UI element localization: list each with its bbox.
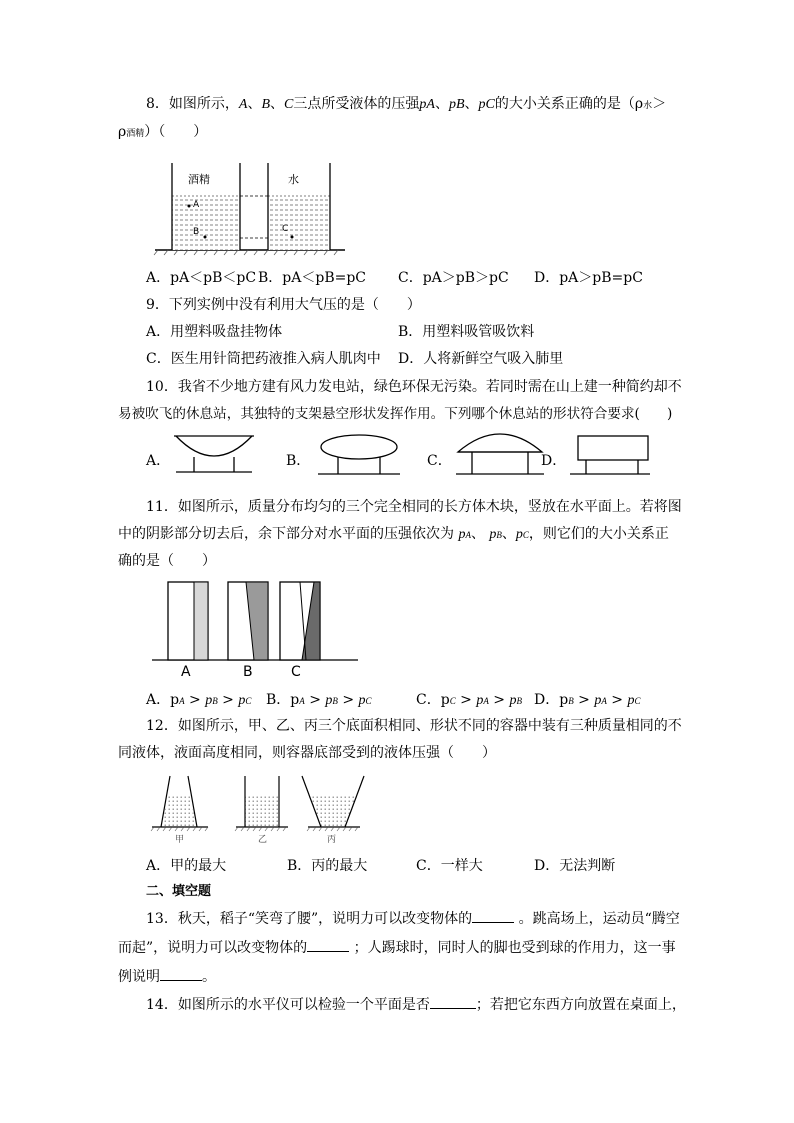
fig-label-yi: 乙 [258,835,268,844]
section-title: 二、填空题 [146,884,212,899]
q14-blank-1[interactable] [430,994,476,1009]
q10-stem-line1: 10．我省不少地方建有风力发电站，绿色环保无污染。若同时需在山上建一种简约却不 [146,379,682,395]
q10-option-d[interactable]: D． [541,453,567,469]
q12-option-a[interactable]: A．甲的最大 [146,858,227,874]
q13-line3: 例说明 。 [118,966,216,987]
q13-blank-3[interactable] [160,966,202,981]
q11-option-d[interactable]: D．pB > pA > pC [534,692,641,708]
q10-option-b[interactable]: B． [286,453,311,469]
q12-figure [148,772,374,844]
point-b [204,236,207,239]
q11-option-b[interactable]: B．pA > pB > pC [266,692,372,708]
q10-stem-line2: 易被吹飞的休息站，其独特的支架悬空形状发挥作用。下列哪个休息站的形状符合要求( ) [118,406,673,422]
alcohol-liquid [172,196,240,250]
q13-blank-2[interactable] [307,937,349,952]
q11-stem-line3: 确的是（ ） [118,553,216,569]
fig-label-water: 水 [288,173,299,186]
q10-option-c[interactable]: C． [427,453,452,469]
point-c [291,236,294,239]
q11-stem-line1: 11．如图所示，质量分布均匀的三个完全相同的长方体木块，竖放在水平面上。若将图 [146,499,682,515]
q11-option-a[interactable]: A．pA > pB > pC [146,692,252,708]
q10-shape-d [568,432,652,480]
q13-blank-1[interactable] [472,908,514,923]
q11-stem-line2: 中的阴影部分切去后，余下部分对水平面的压强依次为 pA、 pB、pC，则它们的大小关系正 [118,526,669,542]
fig-block-c-label: C [291,664,301,680]
q12-option-b[interactable]: B．丙的最大 [287,858,368,874]
q9-option-a[interactable]: A．用塑料吸盘挂物体 [146,324,283,340]
q13-line1: 13．秋天，稻子“笑弯了腰”，说明力可以改变物体的 。跳高场上，运动员“腾空 [146,908,680,929]
fig-label-alcohol: 酒精 [188,173,210,186]
q9-option-b[interactable]: B．用塑料吸管吸饮料 [398,324,535,340]
q9-stem: 9．下列实例中没有利用大气压的是（ ） [146,297,421,313]
point-a [188,205,191,208]
q9-option-d[interactable]: D．人将新鲜空气吸入肺里 [398,351,564,367]
q8-option-c[interactable]: C．pA＞pB＞pC [398,270,509,286]
q10-shape-a [172,432,256,480]
fig-block-a-label: A [181,664,191,680]
fig-label-bing: 丙 [327,835,337,844]
q9-option-c[interactable]: C．医生用针筒把药液推入病人肌肉中 [146,351,381,367]
q11-option-c[interactable]: C．pC > pA > pB [416,692,522,708]
q14-line1: 14．如图所示的水平仪可以检验一个平面是否 ；若把它东西方向放置在桌面上， [146,994,686,1015]
q8-stem-line1: 8．如图所示，A、B、C三点所受液体的压强pA、pB、pC的大小关系正确的是（ρ水＞ [146,96,667,112]
fig-block-b-label: B [243,664,253,680]
q8-option-a[interactable]: A．pA＜pB＜pC [146,270,257,286]
fig-point-c-label: C [282,224,289,234]
q10-shape-c [454,428,546,480]
q10-option-a[interactable]: A． [146,453,171,469]
q12-option-d[interactable]: D．无法判断 [534,858,616,874]
fig-point-a-label: A [193,200,200,210]
fig-point-b-label: B [193,227,200,237]
fig-label-jia: 甲 [175,835,185,844]
q8-stem-line2: ρ酒精）（ ） [118,124,208,140]
q11-figure [150,578,360,680]
q8-option-b[interactable]: B．pA＜pB=pC [258,270,367,286]
water-liquid [268,196,330,250]
q12-option-c[interactable]: C．一样大 [416,858,483,874]
q8-figure [150,158,350,258]
q10-shape-b [316,432,402,480]
q13-line2: 而起”，说明力可以改变物体的 ；人踢球时，同时人的脚也受到球的作用力，这一事 [118,937,676,958]
q8-option-d[interactable]: D．pA＞pB=pC [534,270,643,286]
q12-stem-line1: 12．如图所示，甲、乙、丙三个底面积相同、形状不同的容器中装有三种质量相同的不 [146,718,682,734]
q12-stem-line2: 同液体，液面高度相同，则容器底部受到的液体压强（ ） [118,745,496,761]
